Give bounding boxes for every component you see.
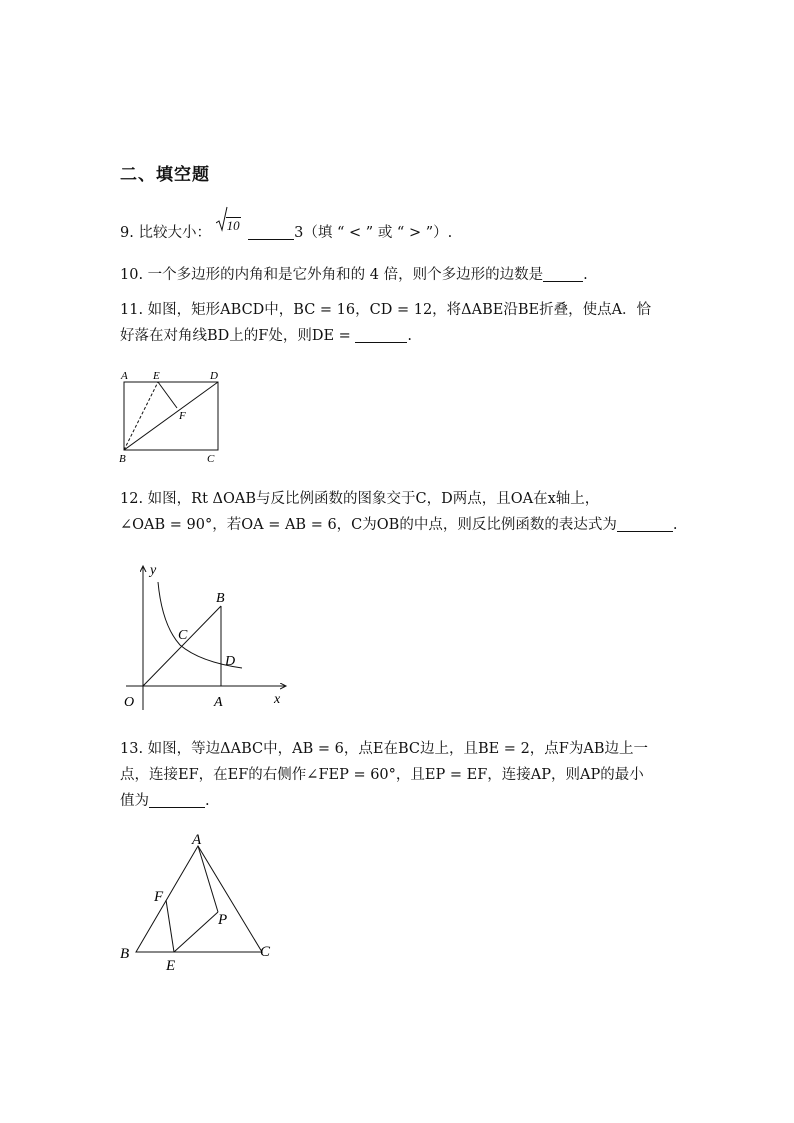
question-text-line3: 值为 [120, 793, 149, 809]
question-tail: . [583, 267, 588, 283]
question-10 [120, 262, 680, 288]
label-f: F [179, 410, 186, 422]
answer-blank[interactable] [149, 791, 205, 808]
question-number: 9. [120, 225, 134, 241]
label-b: B [216, 591, 225, 606]
label-y: y [150, 563, 157, 578]
question-text-line2: 点，连接EF，在EF的右侧作∠FEP = 60°，且EP = EF，连接AP，则AP的最小 [120, 767, 644, 783]
label-o: O [124, 695, 135, 710]
radicand: 10 [226, 218, 240, 233]
label-b: B [120, 946, 130, 962]
question-number: 10. [120, 267, 144, 283]
question-tail: . [672, 517, 678, 533]
label-d: D [225, 654, 236, 669]
question-tail: . [205, 793, 210, 809]
sqrt-expression [216, 218, 241, 244]
label-f: F [154, 889, 164, 905]
label-a: A [214, 695, 223, 710]
question-11 [120, 297, 680, 349]
question-text-line2: ∠OAB = 90°，若OA = AB = 6，C为OB的中点，则反比例函数的表达式为 [120, 517, 617, 533]
question-tail: . [407, 328, 413, 344]
question-text: 比较大小： [138, 225, 211, 241]
label-d: D [210, 370, 218, 382]
label-e: E [153, 370, 160, 382]
question-13 [120, 736, 680, 814]
label-b: B [119, 453, 126, 465]
question-text-line1: 如图，等边ΔABC中，AB = 6，点E在BC边上，且BE = 2，点F为AB边上一 [147, 741, 648, 757]
label-c: C [207, 453, 215, 465]
answer-blank[interactable] [617, 515, 673, 532]
question-text: 一个多边形的内角和是它外角和的 4 倍，则个多边形的边数是 [147, 267, 544, 283]
label-a: A [192, 832, 202, 848]
question-number: 11. [120, 302, 144, 318]
question-text-line1: 如图，Rt ΔOAB与反比例函数的图象交于C，D两点，且OA在x轴上， [147, 491, 600, 507]
question-hint: （填 “ < ” 或 “ > ”）. [303, 225, 453, 241]
answer-blank[interactable] [355, 326, 407, 343]
label-p: P [218, 912, 228, 928]
question-text-line2: 好落在对角线BD上的F处，则DE = [120, 328, 351, 344]
question-9 [120, 218, 680, 246]
label-a: A [121, 370, 128, 382]
label-c: C [178, 628, 188, 643]
label-x: x [274, 692, 281, 707]
figure-rectangle-abcd [116, 366, 226, 466]
answer-blank[interactable] [248, 223, 294, 240]
question-text-line1: 如图，矩形ABCD中，BC = 16，CD = 12，将ΔABE沿BE折叠，使点A．恰 [147, 302, 652, 318]
figure-equilateral-triangle [116, 830, 286, 972]
section-title: 二、填空题 [120, 165, 210, 185]
question-number: 12. [120, 491, 144, 507]
compare-value: 3 [294, 225, 304, 241]
label-c: C [260, 944, 271, 960]
answer-blank[interactable] [543, 265, 583, 282]
figure-inverse-function [116, 560, 296, 716]
question-12 [120, 486, 680, 538]
label-e: E [166, 958, 176, 972]
question-number: 13. [120, 741, 144, 757]
